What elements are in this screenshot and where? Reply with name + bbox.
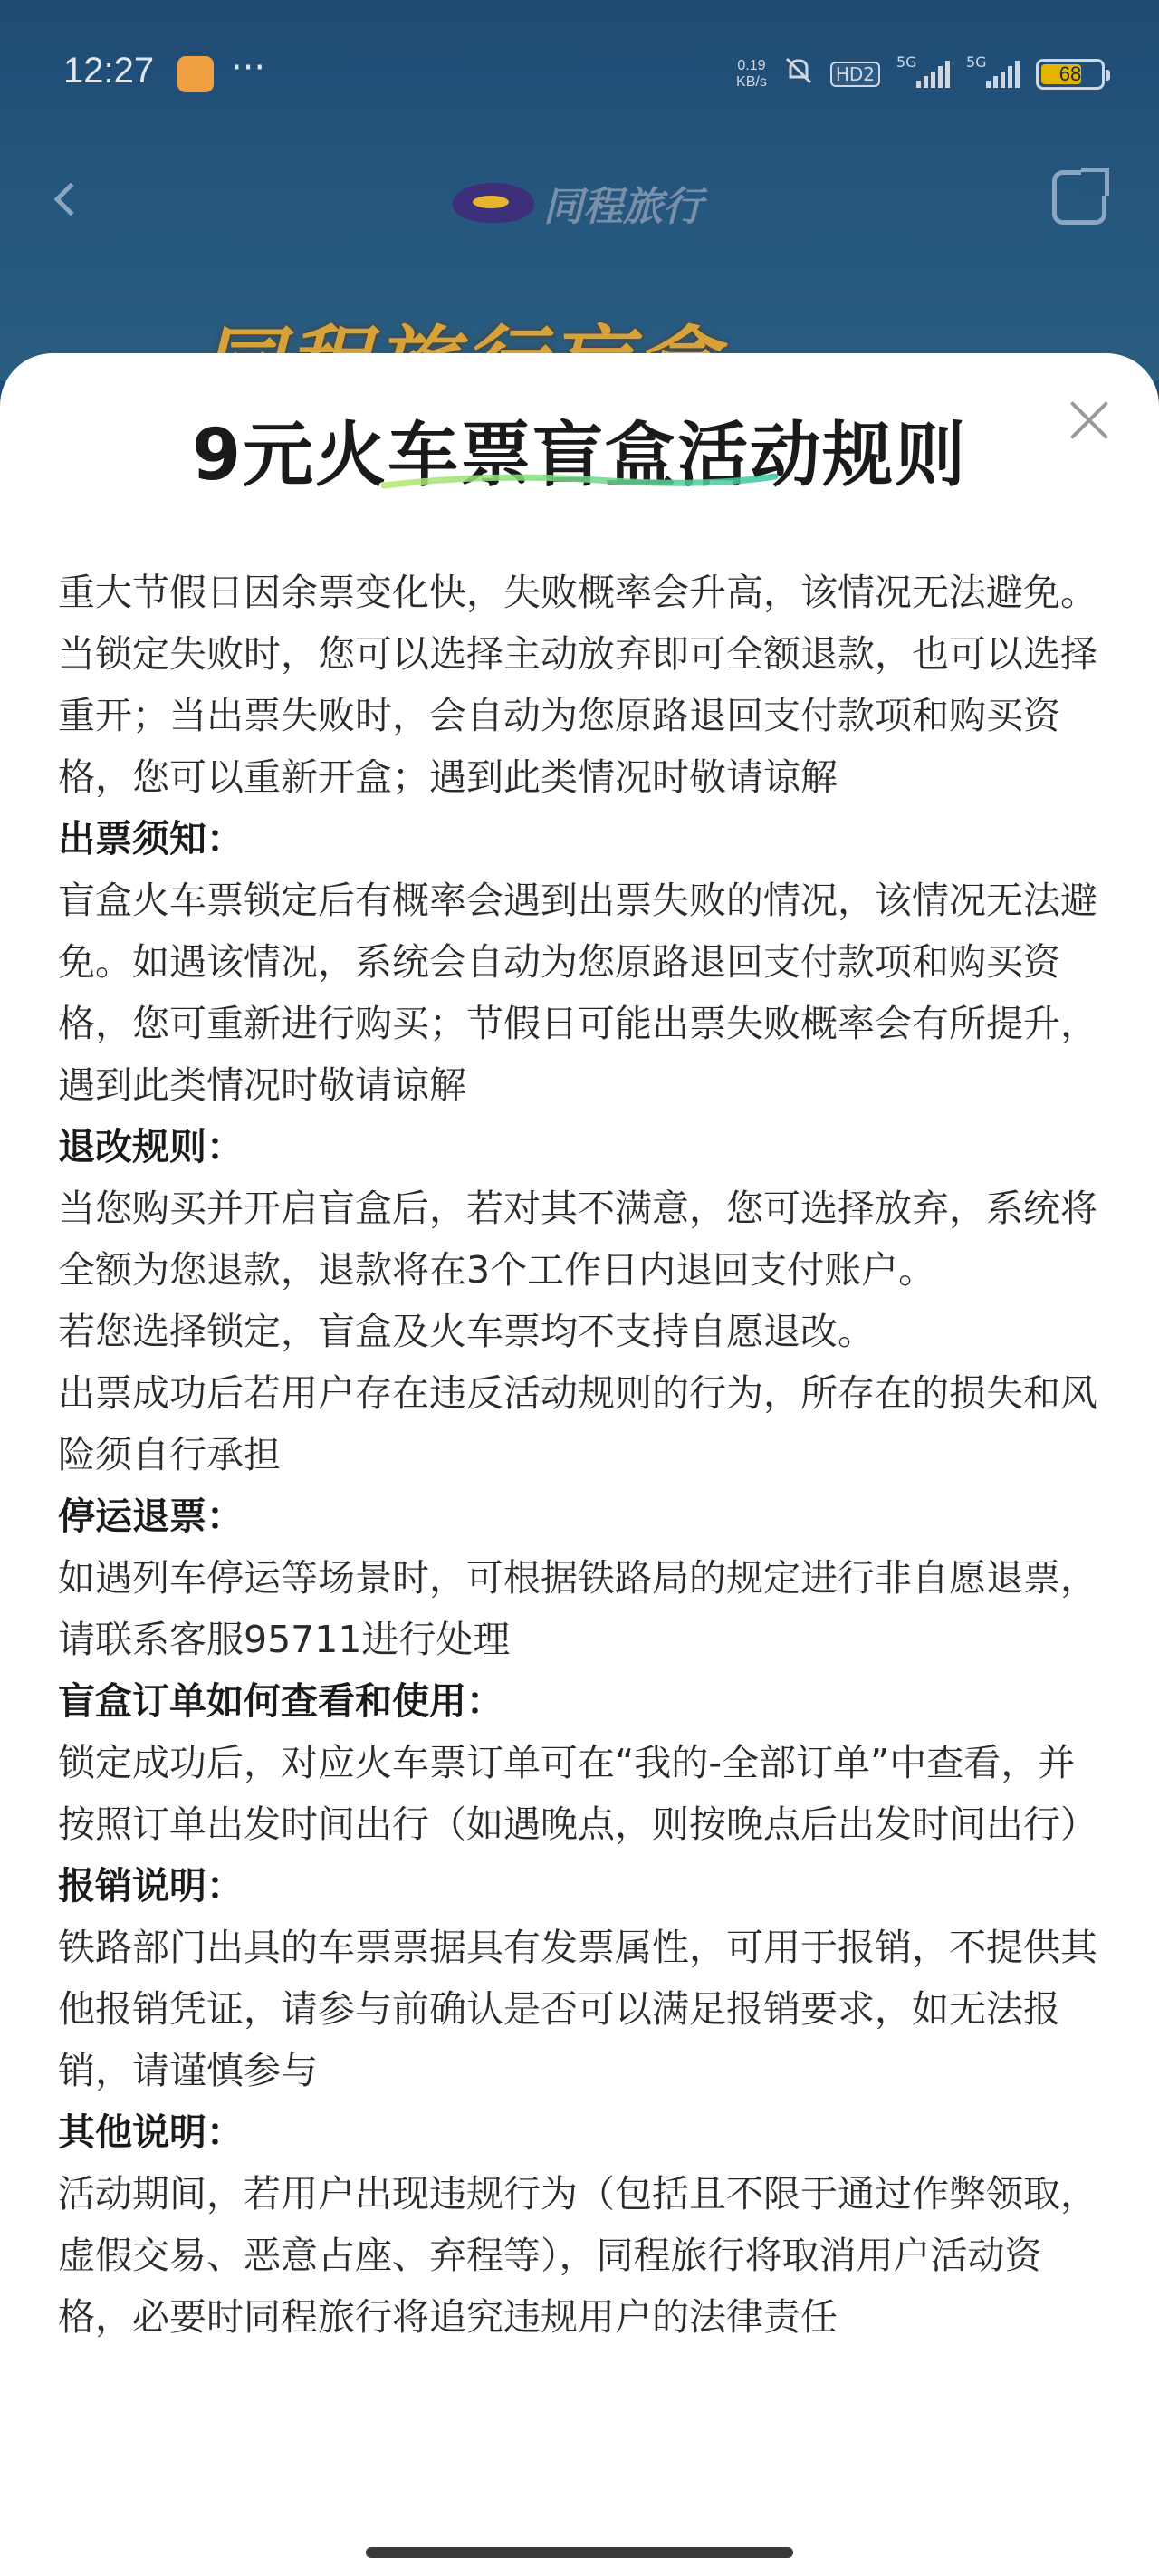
home-indicator[interactable] bbox=[366, 2547, 793, 2558]
share-button[interactable] bbox=[1052, 170, 1106, 225]
signal-1-label: 5G bbox=[896, 53, 917, 71]
battery-icon bbox=[1036, 59, 1105, 90]
rule-section-heading: 退改规则： bbox=[58, 1125, 244, 1168]
modal-title: 9元火车票盲盒活动规则 bbox=[191, 415, 968, 496]
back-button[interactable] bbox=[43, 172, 98, 226]
more-notifications-icon: ··· bbox=[231, 47, 266, 89]
rules-modal-sheet bbox=[0, 353, 1159, 2576]
signal-2-label: 5G bbox=[966, 53, 987, 71]
rule-paragraph: 当您购买并开启盲盒后，若对其不满意，您可选择放弃，系统将全额为您退款，退款将在3个工作日内退回支付账户。 bbox=[58, 1187, 1097, 1292]
notification-app-icon bbox=[177, 56, 214, 92]
status-indicators bbox=[736, 54, 1105, 94]
nav-bar bbox=[0, 154, 1159, 245]
background-page bbox=[0, 0, 1159, 380]
battery-percent: 68 bbox=[1058, 62, 1082, 85]
rule-section-heading: 其他说明： bbox=[58, 2110, 244, 2154]
logo-text: 同程旅行 bbox=[543, 184, 703, 230]
rule-paragraph: 出票成功后若用户存在违反活动规则的行为，所存在的损失和风险须自行承担 bbox=[58, 1371, 1097, 1476]
rule-paragraph: 盲盒火车票锁定后有概率会遇到出票失败的情况，该情况无法避免。如遇该情况，系统会自动为您原路退回支付款项和购买资格，您可重新进行购买；节假日可能出票失败概率会有所提升，遇到此类情况时敬请谅解 bbox=[58, 879, 1097, 1107]
chevron-left-icon bbox=[54, 183, 88, 216]
rule-paragraph: 重大节假日因余票变化快，失败概率会升高，该情况无法避免。当锁定失败时，您可以选择主动放弃即可全额退款，也可以选择重开；当出票失败时，会自动为您原路退回支付款项和购买资格，您可以重新开盒；遇到此类情况时敬请谅解 bbox=[58, 571, 1097, 799]
app-logo bbox=[453, 174, 703, 232]
rule-section-heading: 报销说明： bbox=[58, 1864, 244, 1908]
rule-section-heading: 出票须知： bbox=[58, 817, 244, 860]
rule-paragraph: 铁路部门出具的车票票据具有发票属性，可用于报销，不提供其他报销凭证，请参与前确认是否可以满足报销要求，如无法报销，请谨慎参与 bbox=[58, 1926, 1097, 2092]
rule-paragraph: 锁定成功后，对应火车票订单可在“我的-全部订单”中查看，并按照订单出发时间出行（如遇晚点，则按晚点后出发时间出行） bbox=[58, 1741, 1097, 1846]
rule-paragraph: 如遇列车停运等场景时，可根据铁路局的规定进行非自愿退票，请联系客服95711进行处理 bbox=[58, 1556, 1097, 1661]
network-speed-value: 0.19 bbox=[737, 58, 766, 73]
rule-section-heading: 停运退票： bbox=[58, 1495, 244, 1538]
rule-paragraph: 活动期间，若用户出现违规行为（包括且不限于通过作弊领取，虚假交易、恶意占座、弃程等），同程旅行将取消用户活动资格，必要时同程旅行将追究违规用户的法律责任 bbox=[58, 2172, 1097, 2339]
mute-bell-icon bbox=[783, 55, 814, 93]
signal-strength-icon bbox=[896, 53, 950, 88]
rule-paragraph: 若您选择锁定，盲盒及火车票均不支持自愿退改。 bbox=[58, 1310, 875, 1353]
rules-content bbox=[58, 562, 1108, 2348]
status-time: 12:27 bbox=[63, 51, 155, 91]
network-speed bbox=[736, 58, 767, 91]
status-bar bbox=[0, 0, 1159, 149]
network-speed-unit: KB/s bbox=[736, 74, 767, 90]
hd-voice-badge: HD2 bbox=[830, 62, 880, 87]
rule-section-heading: 盲盒订单如何查看和使用： bbox=[58, 1679, 503, 1723]
signal-strength-icon-2 bbox=[966, 53, 1020, 88]
logo-bird-icon bbox=[453, 183, 534, 223]
